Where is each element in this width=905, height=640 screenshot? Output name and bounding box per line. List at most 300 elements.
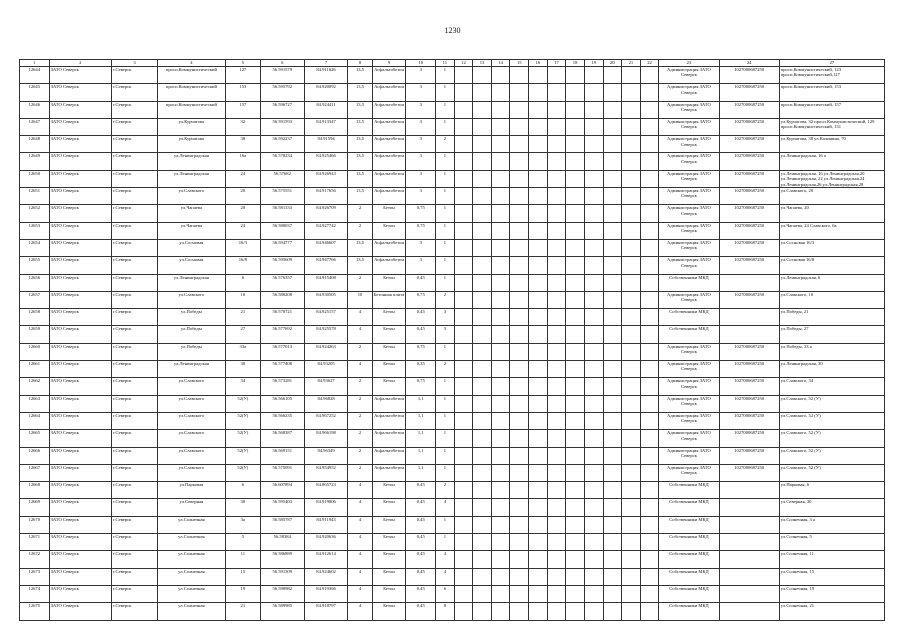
cell-empty bbox=[454, 361, 473, 378]
cell-house: 6 bbox=[225, 274, 260, 291]
cell-address: ул.Ленинградская, 16 ул.Ленинградская,20 ул.Ленинградская, 22 ул.Ленинградская,24 ул.Ленинградская,26 ул.Ленинградская,28 bbox=[779, 170, 884, 187]
cell-empty bbox=[640, 84, 659, 101]
cell-house: 27 bbox=[225, 326, 260, 343]
cell-ogrn: 1027000687250 bbox=[719, 118, 779, 135]
cell-longitude: 84.96828 bbox=[304, 395, 348, 412]
cell-house: 32 bbox=[225, 118, 260, 135]
cell-surface: Бетон bbox=[372, 534, 406, 551]
cell-surface: Асфальтобетон bbox=[372, 118, 406, 135]
cell-empty bbox=[622, 188, 641, 205]
cell-empty bbox=[622, 464, 641, 481]
table-row bbox=[20, 534, 885, 551]
cell-street: ул.Славского bbox=[157, 430, 225, 447]
cell-length: 13,5 bbox=[348, 153, 372, 170]
cell-longitude: 84.93627 bbox=[304, 378, 348, 395]
cell-empty bbox=[491, 205, 510, 222]
cell-empty bbox=[529, 205, 548, 222]
cell-surface: Бетон bbox=[372, 205, 406, 222]
cell-city: г.Северск bbox=[111, 257, 157, 274]
cell-empty bbox=[584, 118, 603, 135]
cell-ogrn: 1027000687250 bbox=[719, 291, 779, 308]
cell-col11: 0,35 bbox=[406, 361, 436, 378]
cell-owner: Собственники МКД bbox=[659, 309, 719, 326]
cell-empty bbox=[510, 118, 529, 135]
cell-surface: Бетонная плита bbox=[372, 291, 406, 308]
cell-empty bbox=[547, 101, 566, 118]
cell-ogrn: 1027000687250 bbox=[719, 239, 779, 256]
table-row bbox=[20, 378, 885, 395]
cell-surface: Асфальтобетон bbox=[372, 395, 406, 412]
cell-municipality: ЗАТО Северск bbox=[49, 430, 111, 447]
cell-empty bbox=[510, 84, 529, 101]
cell-col11: 0,45 bbox=[406, 516, 436, 533]
cell-owner: Администрация ЗАТО Северск bbox=[659, 239, 719, 256]
cell-col12: 3 bbox=[436, 309, 455, 326]
table-row bbox=[20, 516, 885, 533]
cell-empty bbox=[529, 153, 548, 170]
table-row bbox=[20, 482, 885, 499]
cell-latitude: 56.586889 bbox=[260, 551, 304, 568]
cell-empty bbox=[622, 153, 641, 170]
cell-empty bbox=[529, 222, 548, 239]
cell-municipality: ЗАТО Северск bbox=[49, 516, 111, 533]
cell-id: 12654 bbox=[20, 239, 50, 256]
cell-address: ул.Славского, 52 (У) bbox=[779, 447, 884, 464]
cell-empty bbox=[584, 551, 603, 568]
cell-longitude: 84.926943 bbox=[304, 170, 348, 187]
cell-empty bbox=[491, 101, 510, 118]
cell-empty bbox=[529, 136, 548, 153]
cell-length: 4 bbox=[348, 516, 372, 533]
cell-empty bbox=[529, 274, 548, 291]
cell-id: 12675 bbox=[20, 603, 50, 620]
cell-street: ул.Славского bbox=[157, 464, 225, 481]
cell-col12: 2 bbox=[436, 136, 455, 153]
cell-longitude: 84.920636 bbox=[304, 534, 348, 551]
cell-empty bbox=[473, 568, 492, 585]
cell-empty bbox=[566, 395, 585, 412]
cell-id: 12666 bbox=[20, 447, 50, 464]
cell-empty bbox=[473, 326, 492, 343]
cell-col12: 1 bbox=[436, 67, 455, 84]
cell-id: 12670 bbox=[20, 516, 50, 533]
cell-city: г.Северск bbox=[111, 326, 157, 343]
cell-city: г.Северск bbox=[111, 499, 157, 516]
cell-city: г.Северск bbox=[111, 84, 157, 101]
column-number: 21 bbox=[622, 60, 641, 67]
cell-empty bbox=[584, 395, 603, 412]
cell-empty bbox=[454, 84, 473, 101]
cell-empty bbox=[640, 499, 659, 516]
cell-owner: Администрация ЗАТО Северск bbox=[659, 447, 719, 464]
cell-empty bbox=[454, 603, 473, 620]
cell-empty bbox=[473, 395, 492, 412]
cell-surface: Бетон bbox=[372, 309, 406, 326]
cell-empty bbox=[510, 585, 529, 602]
cell-length: 13,5 bbox=[348, 67, 372, 84]
cell-city: г.Северск bbox=[111, 447, 157, 464]
cell-ogrn: 1027000687250 bbox=[719, 447, 779, 464]
cell-empty bbox=[473, 257, 492, 274]
cell-col11: 3 bbox=[406, 118, 436, 135]
cell-col11: 0,45 bbox=[406, 482, 436, 499]
cell-empty bbox=[547, 188, 566, 205]
cell-city: г.Северск bbox=[111, 222, 157, 239]
cell-address: ул.Ленинградская, 16 а bbox=[779, 153, 884, 170]
cell-surface: Бетон bbox=[372, 551, 406, 568]
table-row bbox=[20, 343, 885, 360]
cell-empty bbox=[473, 222, 492, 239]
cell-city: г.Северск bbox=[111, 430, 157, 447]
cell-col12: 1 bbox=[436, 343, 455, 360]
cell-col11: 0,75 bbox=[406, 343, 436, 360]
cell-empty bbox=[603, 170, 622, 187]
cell-col11: 0,45 bbox=[406, 551, 436, 568]
cell-empty bbox=[491, 534, 510, 551]
cell-empty bbox=[491, 343, 510, 360]
cell-latitude: 56.575091 bbox=[260, 464, 304, 481]
cell-col12: 1 bbox=[436, 239, 455, 256]
cell-empty bbox=[510, 499, 529, 516]
cell-empty bbox=[547, 136, 566, 153]
cell-surface: Асфальтобетон bbox=[372, 67, 406, 84]
cell-empty bbox=[454, 274, 473, 291]
cell-ogrn: 1027000687250 bbox=[719, 430, 779, 447]
cell-col11: 0,45 bbox=[406, 499, 436, 516]
cell-length: 13,5 bbox=[348, 136, 372, 153]
cell-empty bbox=[473, 153, 492, 170]
cell-empty bbox=[491, 464, 510, 481]
cell-street: ул.Славского bbox=[157, 447, 225, 464]
cell-city: г.Северск bbox=[111, 551, 157, 568]
cell-empty bbox=[547, 343, 566, 360]
cell-city: г.Северск bbox=[111, 464, 157, 481]
cell-empty bbox=[603, 274, 622, 291]
cell-empty bbox=[622, 170, 641, 187]
cell-empty bbox=[510, 534, 529, 551]
cell-empty bbox=[547, 153, 566, 170]
cell-empty bbox=[473, 170, 492, 187]
cell-empty bbox=[510, 188, 529, 205]
cell-longitude: 84.967252 bbox=[304, 412, 348, 429]
cell-empty bbox=[491, 499, 510, 516]
column-number: 19 bbox=[584, 60, 603, 67]
cell-ogrn bbox=[719, 516, 779, 533]
cell-empty bbox=[584, 101, 603, 118]
cell-latitude: 56.577692 bbox=[260, 326, 304, 343]
cell-ogrn: 1027000687250 bbox=[719, 257, 779, 274]
cell-empty bbox=[529, 603, 548, 620]
cell-length: 4 bbox=[348, 326, 372, 343]
cell-empty bbox=[491, 274, 510, 291]
cell-address: ул.Чапаева, 20 bbox=[779, 205, 884, 222]
cell-empty bbox=[622, 291, 641, 308]
column-number: 17 bbox=[547, 60, 566, 67]
cell-empty bbox=[510, 568, 529, 585]
cell-address: ул.Славского, 10 bbox=[779, 291, 884, 308]
cell-empty bbox=[603, 412, 622, 429]
cell-empty bbox=[547, 568, 566, 585]
cell-owner: Собственники МКД bbox=[659, 551, 719, 568]
cell-empty bbox=[622, 205, 641, 222]
cell-empty bbox=[603, 516, 622, 533]
cell-empty bbox=[622, 67, 641, 84]
cell-empty bbox=[454, 482, 473, 499]
cell-longitude: 84.927742 bbox=[304, 222, 348, 239]
cell-latitude: 56.589985 bbox=[260, 603, 304, 620]
cell-empty bbox=[529, 170, 548, 187]
cell-empty bbox=[640, 534, 659, 551]
cell-empty bbox=[640, 239, 659, 256]
cell-col11: 3 bbox=[406, 136, 436, 153]
cell-municipality: ЗАТО Северск bbox=[49, 222, 111, 239]
cell-empty bbox=[510, 395, 529, 412]
cell-latitude: 56.596727 bbox=[260, 101, 304, 118]
cell-municipality: ЗАТО Северск bbox=[49, 291, 111, 308]
cell-empty bbox=[584, 482, 603, 499]
cell-empty bbox=[622, 603, 641, 620]
column-number: 20 bbox=[603, 60, 622, 67]
cell-empty bbox=[473, 412, 492, 429]
cell-surface: Бетон bbox=[372, 603, 406, 620]
cell-length: 4 bbox=[348, 499, 372, 516]
cell-empty bbox=[622, 551, 641, 568]
cell-id: 12672 bbox=[20, 551, 50, 568]
cell-surface: Асфальтобетон bbox=[372, 153, 406, 170]
cell-empty bbox=[584, 430, 603, 447]
cell-id: 12665 bbox=[20, 430, 50, 447]
table-row bbox=[20, 188, 885, 205]
cell-municipality: ЗАТО Северск bbox=[49, 326, 111, 343]
cell-empty bbox=[584, 568, 603, 585]
column-number: 15 bbox=[510, 60, 529, 67]
cell-longitude: 84.93205 bbox=[304, 361, 348, 378]
column-number: 12 bbox=[454, 60, 473, 67]
cell-empty bbox=[454, 534, 473, 551]
cell-owner: Администрация ЗАТО Северск bbox=[659, 343, 719, 360]
cell-city: г.Северск bbox=[111, 67, 157, 84]
cell-empty bbox=[491, 412, 510, 429]
cell-empty bbox=[603, 136, 622, 153]
cell-empty bbox=[473, 309, 492, 326]
cell-municipality: ЗАТО Северск bbox=[49, 136, 111, 153]
cell-empty bbox=[529, 326, 548, 343]
cell-id: 12671 bbox=[20, 534, 50, 551]
cell-house: 30 bbox=[225, 361, 260, 378]
cell-surface: Бетон bbox=[372, 568, 406, 585]
column-number: 9 bbox=[372, 60, 406, 67]
cell-surface: Асфальтобетон bbox=[372, 239, 406, 256]
cell-length: 2 bbox=[348, 378, 372, 395]
cell-empty bbox=[640, 568, 659, 585]
table-row bbox=[20, 447, 885, 464]
cell-address: просп.Коммунистический, 123 просп.Коммунистический,127 bbox=[779, 67, 884, 84]
cell-empty bbox=[547, 464, 566, 481]
cell-owner: Администрация ЗАТО Северск bbox=[659, 118, 719, 135]
cell-id: 12669 bbox=[20, 499, 50, 516]
cell-empty bbox=[603, 309, 622, 326]
cell-address: ул.Славского, 52 (У) bbox=[779, 395, 884, 412]
column-number: 23 bbox=[659, 60, 719, 67]
cell-empty bbox=[547, 326, 566, 343]
cell-length: 2 bbox=[348, 222, 372, 239]
cell-empty bbox=[622, 101, 641, 118]
cell-empty bbox=[491, 136, 510, 153]
cell-address: просп.Коммунистический, 153 bbox=[779, 84, 884, 101]
table-row bbox=[20, 239, 885, 256]
cell-ogrn: 1027000687250 bbox=[719, 343, 779, 360]
cell-empty bbox=[473, 430, 492, 447]
cell-owner: Собственники МКД bbox=[659, 499, 719, 516]
cell-longitude: 84.926709 bbox=[304, 205, 348, 222]
cell-length: 13,5 bbox=[348, 239, 372, 256]
cell-col11: 0,45 bbox=[406, 309, 436, 326]
cell-house: 16/8 bbox=[225, 257, 260, 274]
cell-empty bbox=[603, 430, 622, 447]
cell-latitude: 56.573281 bbox=[260, 378, 304, 395]
cell-empty bbox=[510, 412, 529, 429]
cell-empty bbox=[640, 361, 659, 378]
cell-empty bbox=[584, 361, 603, 378]
cell-ogrn bbox=[719, 274, 779, 291]
cell-latitude: 56.578234 bbox=[260, 153, 304, 170]
cell-empty bbox=[510, 361, 529, 378]
cell-empty bbox=[491, 603, 510, 620]
cell-empty bbox=[491, 516, 510, 533]
cell-col11: 3 bbox=[406, 188, 436, 205]
cell-surface: Бетон bbox=[372, 343, 406, 360]
cell-empty bbox=[510, 291, 529, 308]
cell-street: ул.Славского bbox=[157, 395, 225, 412]
cell-street: ул.Чапаева bbox=[157, 222, 225, 239]
cell-empty bbox=[491, 551, 510, 568]
cell-col12: 1 bbox=[436, 188, 455, 205]
cell-col12: 1 bbox=[436, 534, 455, 551]
cell-street: ул.Солнечная bbox=[157, 585, 225, 602]
cell-empty bbox=[622, 568, 641, 585]
cell-surface: Асфальтобетон bbox=[372, 170, 406, 187]
cell-ogrn: 1027000687250 bbox=[719, 101, 779, 118]
cell-empty bbox=[640, 309, 659, 326]
cell-empty bbox=[529, 395, 548, 412]
table-row bbox=[20, 118, 885, 135]
cell-length: 13,5 bbox=[348, 188, 372, 205]
cell-ogrn: 1027000687250 bbox=[719, 67, 779, 84]
cell-empty bbox=[547, 257, 566, 274]
cell-municipality: ЗАТО Северск bbox=[49, 603, 111, 620]
cell-empty bbox=[529, 101, 548, 118]
cell-col11: 3 bbox=[406, 170, 436, 187]
cell-length: 13,5 bbox=[348, 257, 372, 274]
cell-latitude: 56.569151 bbox=[260, 447, 304, 464]
cell-municipality: ЗАТО Северск bbox=[49, 499, 111, 516]
cell-id: 12652 bbox=[20, 205, 50, 222]
cell-id: 12657 bbox=[20, 291, 50, 308]
cell-owner: Собственники МКД bbox=[659, 585, 719, 602]
cell-address: ул.Солнечная, 3 а bbox=[779, 516, 884, 533]
cell-address: ул.Славского, 34 bbox=[779, 378, 884, 395]
cell-latitude: 56.585787 bbox=[260, 516, 304, 533]
cell-empty bbox=[566, 257, 585, 274]
cell-empty bbox=[547, 291, 566, 308]
cell-empty bbox=[454, 568, 473, 585]
cell-length: 4 bbox=[348, 534, 372, 551]
cell-latitude: 56.595792 bbox=[260, 84, 304, 101]
cell-empty bbox=[603, 239, 622, 256]
cell-street: ул.Чапаева bbox=[157, 205, 225, 222]
cell-owner: Администрация ЗАТО Северск bbox=[659, 412, 719, 429]
cell-empty bbox=[491, 257, 510, 274]
cell-empty bbox=[584, 239, 603, 256]
cell-empty bbox=[566, 170, 585, 187]
cell-empty bbox=[547, 585, 566, 602]
cell-longitude: 84.913347 bbox=[304, 118, 348, 135]
cell-longitude: 84.920092 bbox=[304, 84, 348, 101]
cell-empty bbox=[640, 395, 659, 412]
cell-city: г.Северск bbox=[111, 603, 157, 620]
cell-latitude: 56.566105 bbox=[260, 395, 304, 412]
cell-surface: Асфальтобетон bbox=[372, 136, 406, 153]
column-number: 13 bbox=[473, 60, 492, 67]
cell-street: ул.Сосновая bbox=[157, 239, 225, 256]
cell-municipality: ЗАТО Северск bbox=[49, 274, 111, 291]
cell-empty bbox=[491, 118, 510, 135]
cell-empty bbox=[529, 257, 548, 274]
cell-surface: Асфальтобетон bbox=[372, 447, 406, 464]
cell-empty bbox=[566, 326, 585, 343]
cell-municipality: ЗАТО Северск bbox=[49, 67, 111, 84]
cell-empty bbox=[622, 257, 641, 274]
cell-empty bbox=[473, 205, 492, 222]
cell-empty bbox=[584, 153, 603, 170]
cell-owner: Администрация ЗАТО Северск bbox=[659, 361, 719, 378]
cell-empty bbox=[454, 499, 473, 516]
cell-empty bbox=[473, 516, 492, 533]
cell-city: г.Северск bbox=[111, 395, 157, 412]
cell-empty bbox=[454, 153, 473, 170]
cell-empty bbox=[547, 378, 566, 395]
cell-length: 4 bbox=[348, 585, 372, 602]
cell-latitude: 56.577408 bbox=[260, 361, 304, 378]
cell-longitude: 84.946607 bbox=[304, 239, 348, 256]
cell-house: 5 bbox=[225, 534, 260, 551]
cell-empty bbox=[473, 534, 492, 551]
cell-municipality: ЗАТО Северск bbox=[49, 153, 111, 170]
cell-empty bbox=[473, 188, 492, 205]
cell-length: 2 bbox=[348, 447, 372, 464]
cell-id: 12674 bbox=[20, 585, 50, 602]
cell-empty bbox=[584, 516, 603, 533]
column-number: 16 bbox=[529, 60, 548, 67]
cell-empty bbox=[584, 257, 603, 274]
column-number: 10 bbox=[406, 60, 436, 67]
cell-empty bbox=[622, 118, 641, 135]
cell-longitude: 84.919366 bbox=[304, 585, 348, 602]
cell-empty bbox=[640, 516, 659, 533]
cell-empty bbox=[491, 482, 510, 499]
cell-empty bbox=[510, 257, 529, 274]
cell-empty bbox=[566, 412, 585, 429]
cell-empty bbox=[566, 603, 585, 620]
table-row bbox=[20, 84, 885, 101]
cell-empty bbox=[566, 378, 585, 395]
cell-id: 12663 bbox=[20, 395, 50, 412]
cell-longitude: 84.912614 bbox=[304, 551, 348, 568]
cell-empty bbox=[622, 343, 641, 360]
cell-ogrn: 1027000687250 bbox=[719, 412, 779, 429]
cell-length: 4 bbox=[348, 309, 372, 326]
cell-empty bbox=[566, 551, 585, 568]
